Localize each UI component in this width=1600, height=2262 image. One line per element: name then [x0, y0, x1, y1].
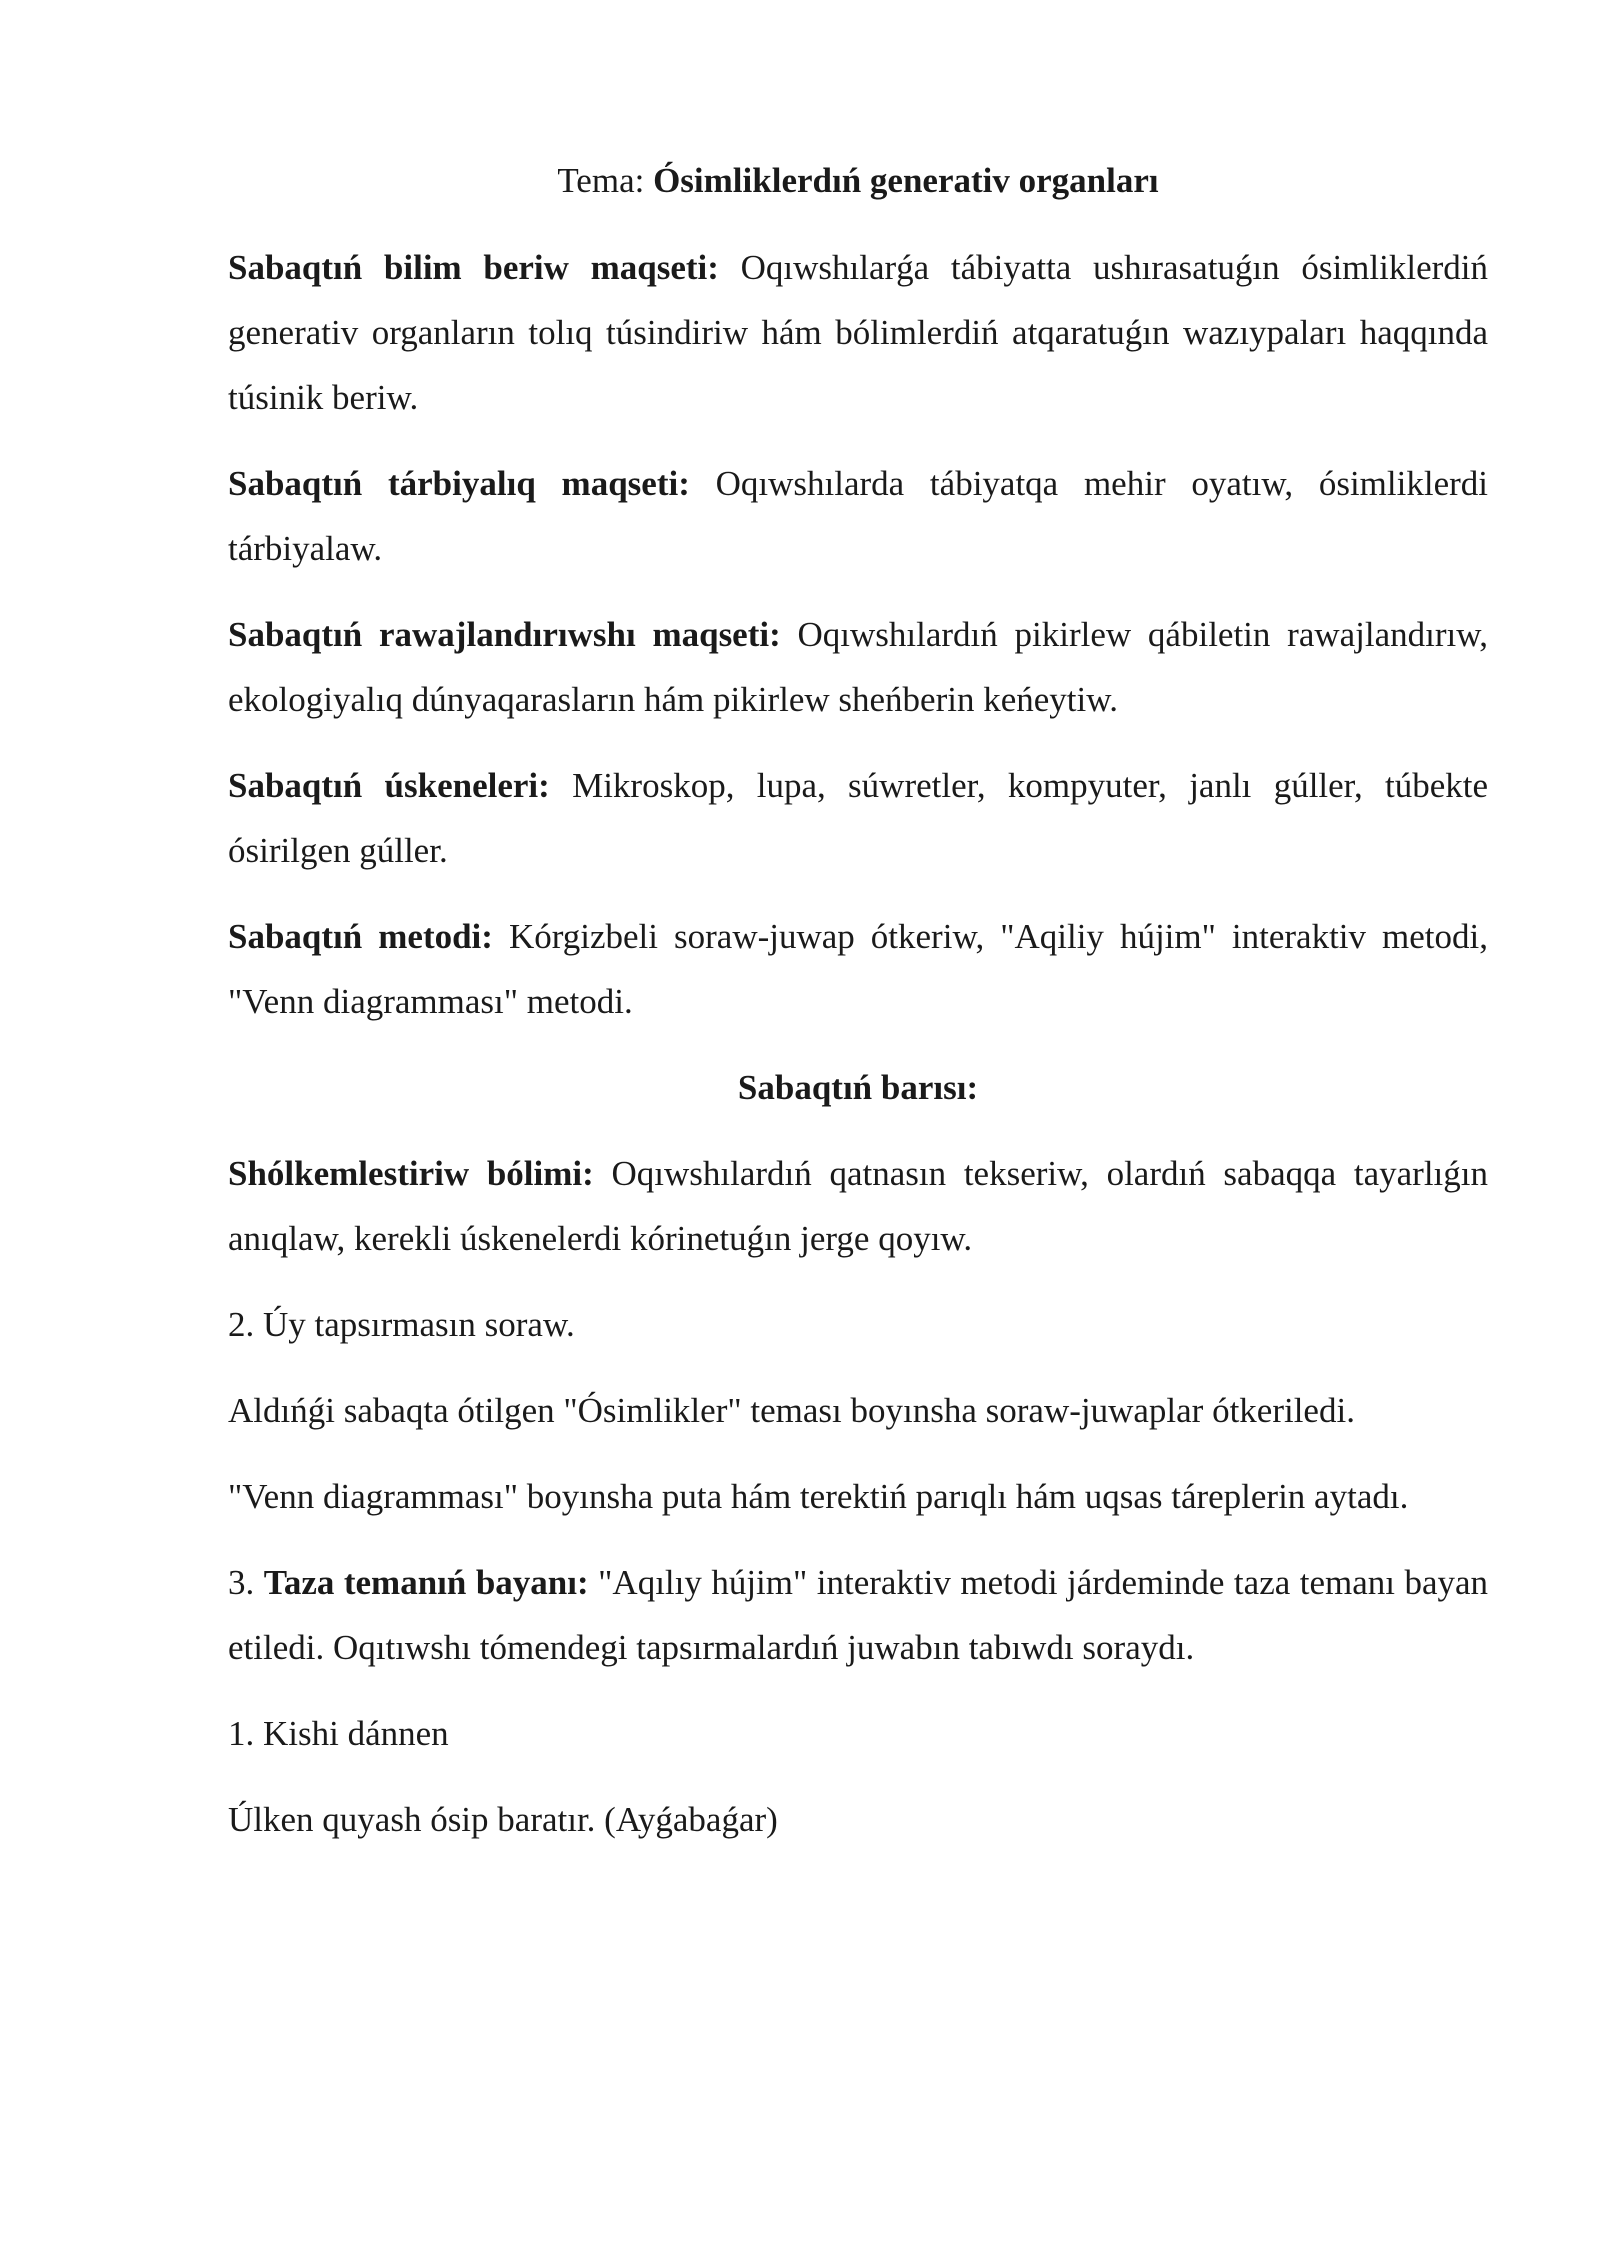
equipment-paragraph: [228, 753, 1488, 883]
paragraph-text: Oqıwshılardıń qatnasın tekseriw, olardıń sabaqqa tayarlıǵın anıqlaw, kerekli úskenelerdi kórinetuǵın jerge qoyıw.: [228, 1154, 1488, 1258]
paragraph-text: Oqıwshılarda tábiyatqa mehir oyatıw, ósimliklerdi tárbiyalaw.: [228, 464, 1488, 568]
goal-upbringing-paragraph: [228, 451, 1488, 581]
riddle-heading: 1. Kishi dánnen: [228, 1714, 449, 1753]
paragraph-text: "Aqılıy hújim" interaktiv metodi járdeminde taza temanı bayan etiledi. Oqıtıwshı tómendegi tapsırmalardıń juwabın tabıwdı soraydı.: [228, 1563, 1489, 1667]
section-heading-text: Sabaqtıń barısı:: [737, 1068, 979, 1107]
goal-development-paragraph: [228, 602, 1488, 732]
paragraph-label: Taza temanıń bayanı:: [263, 1563, 589, 1602]
paragraph-text: Mikroskop, lupa, súwretler, kompyuter, janlı gúller, túbekte ósirilgen gúller.: [228, 766, 1488, 870]
riddle-line: Úlken quyash ósip baratır. (Ayǵabaǵar): [228, 1800, 778, 1839]
paragraph-label: Sabaqtıń metodi:: [228, 917, 493, 956]
document-page: [228, 148, 1488, 1873]
title-prefix: Tema:: [557, 161, 654, 200]
paragraph-label: Sabaqtıń rawajlandırıwshı maqseti:: [228, 615, 781, 654]
homework-line: Aldıńǵi sabaqta ótilgen "Ósimlikler" teması boyınsha soraw-juwaplar ótkeriledi.: [228, 1391, 1355, 1430]
organization-paragraph: [228, 1141, 1488, 1271]
goal-education-paragraph: [228, 235, 1488, 430]
section-heading: [228, 1055, 1488, 1120]
new-topic-paragraph: [228, 1550, 1488, 1680]
document-title: [228, 148, 1488, 213]
paragraph-text: Kórgizbeli soraw-juwap ótkeriw, "Aqiliy hújim" interaktiv metodi, "Venn diagramması" metodi.: [228, 917, 1489, 1021]
paragraph-text: Oqıwshılardıń pikirlew qábiletin rawajlandırıw, ekologiyalıq dúnyaqarasların hám pikirlew sheńberin keńeytiw.: [228, 615, 1488, 719]
item-number: 3.: [228, 1563, 264, 1602]
paragraph-label: Shólkemlestiriw bólimi:: [228, 1154, 594, 1193]
method-paragraph: [228, 904, 1488, 1034]
paragraph-label: Sabaqtıń bilim beriw maqseti:: [228, 248, 719, 287]
homework-item: 2. Úy tapsırmasın soraw.: [228, 1305, 575, 1344]
paragraph-text: Oqıwshılarǵa tábiyatta ushırasatuǵın ósimliklerdiń generativ organların tolıq túsindiriw hám bólimlerdiń atqaratuǵın wazıypaları haqqında túsinik beriw.: [228, 248, 1488, 417]
paragraph-label: Sabaqtıń úskeneleri:: [228, 766, 550, 805]
paragraph-label: Sabaqtıń tárbiyalıq maqseti:: [228, 464, 690, 503]
title-topic: Ósimliklerdıń generativ organları: [653, 161, 1159, 200]
venn-line: "Venn diagramması" boyınsha puta hám terektiń parıqlı hám uqsas táreplerin aytadı.: [228, 1477, 1409, 1516]
